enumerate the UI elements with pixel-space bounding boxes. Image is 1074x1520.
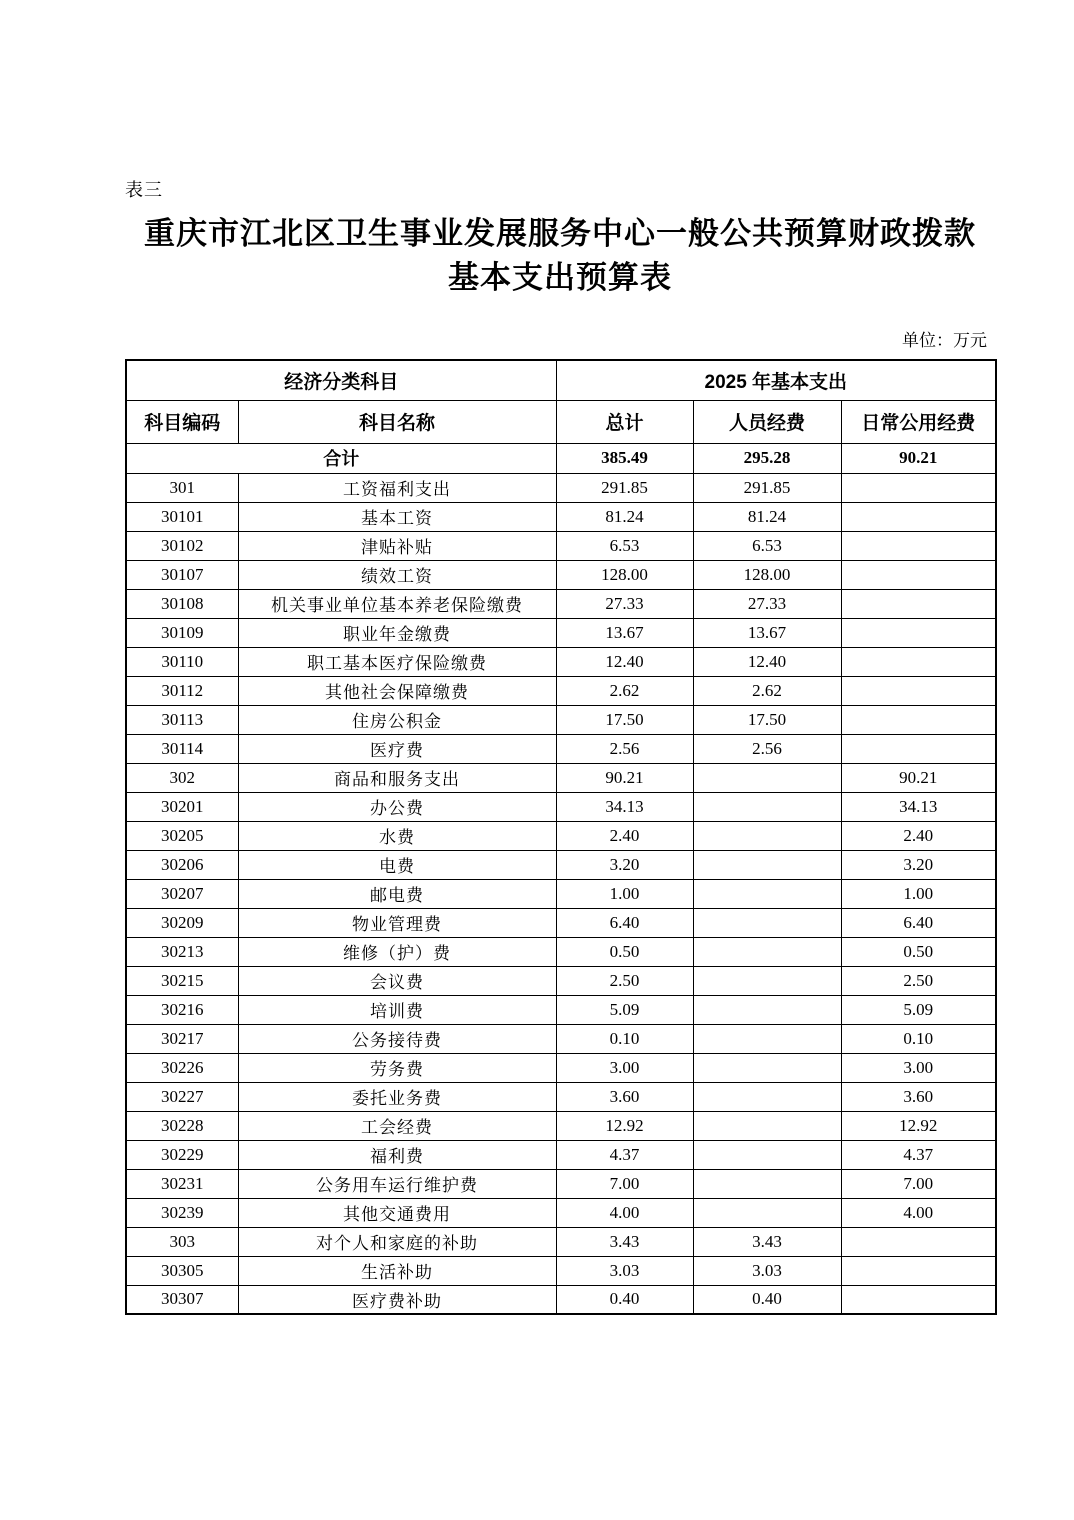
subject-name-cell: 物业管理费 [238, 908, 556, 937]
total-value-cell: 90.21 [556, 763, 693, 792]
subject-code-cell: 30215 [126, 966, 238, 995]
table-row [126, 473, 996, 502]
subject-code-cell: 30229 [126, 1140, 238, 1169]
subject-name-cell: 福利费 [238, 1140, 556, 1169]
public-value-cell: 7.00 [841, 1169, 996, 1198]
table-row [126, 1227, 996, 1256]
subject-code-cell: 30307 [126, 1285, 238, 1314]
budget-table [125, 359, 997, 1315]
total-value-cell: 13.67 [556, 618, 693, 647]
personnel-value-cell: 6.53 [693, 531, 841, 560]
subject-code-cell: 302 [126, 763, 238, 792]
header-subject-name: 科目名称 [238, 400, 556, 443]
personnel-value-cell [693, 1140, 841, 1169]
personnel-value-cell [693, 879, 841, 908]
subject-name-cell: 机关事业单位基本养老保险缴费 [238, 589, 556, 618]
personnel-value-cell [693, 1169, 841, 1198]
document-title [125, 212, 995, 300]
total-value-cell: 0.40 [556, 1285, 693, 1314]
total-value-cell: 128.00 [556, 560, 693, 589]
table-row [126, 1169, 996, 1198]
table-row [126, 1198, 996, 1227]
table-row [126, 1140, 996, 1169]
personnel-value-cell: 0.40 [693, 1285, 841, 1314]
subject-code-cell: 30107 [126, 560, 238, 589]
public-value-cell [841, 589, 996, 618]
table-row [126, 589, 996, 618]
public-value-cell: 34.13 [841, 792, 996, 821]
subject-code-cell: 30305 [126, 1256, 238, 1285]
table-row [126, 821, 996, 850]
personnel-value-cell: 291.85 [693, 473, 841, 502]
public-value-cell: 4.37 [841, 1140, 996, 1169]
public-value-cell: 3.60 [841, 1082, 996, 1111]
personnel-value-cell [693, 821, 841, 850]
subject-name-cell: 培训费 [238, 995, 556, 1024]
public-value-cell [841, 1285, 996, 1314]
subject-name-cell: 水费 [238, 821, 556, 850]
personnel-value-cell: 17.50 [693, 705, 841, 734]
subject-name-cell: 对个人和家庭的补助 [238, 1227, 556, 1256]
table-row [126, 792, 996, 821]
subject-code-cell: 30110 [126, 647, 238, 676]
public-value-cell: 3.20 [841, 850, 996, 879]
unit-note: 单位：万元 [902, 331, 987, 350]
subject-code-cell: 30108 [126, 589, 238, 618]
total-value-cell: 3.20 [556, 850, 693, 879]
subject-name-cell: 公务用车运行维护费 [238, 1169, 556, 1198]
subject-code-cell: 30213 [126, 937, 238, 966]
table-row [126, 705, 996, 734]
subject-name-cell: 工资福利支出 [238, 473, 556, 502]
header-total: 总计 [556, 400, 693, 443]
total-value-cell: 0.10 [556, 1024, 693, 1053]
total-value-cell: 12.40 [556, 647, 693, 676]
total-value-cell: 6.53 [556, 531, 693, 560]
total-value-cell: 291.85 [556, 473, 693, 502]
table-row [126, 618, 996, 647]
subject-name-cell: 公务接待费 [238, 1024, 556, 1053]
subject-code-cell: 30206 [126, 850, 238, 879]
subject-code-cell: 30216 [126, 995, 238, 1024]
subject-code-cell: 30239 [126, 1198, 238, 1227]
subject-name-cell: 邮电费 [238, 879, 556, 908]
subject-name-cell: 津贴补贴 [238, 531, 556, 560]
personnel-value-cell [693, 763, 841, 792]
personnel-value-cell: 3.43 [693, 1227, 841, 1256]
table-number-label: 表三 [125, 180, 163, 200]
table-row [126, 879, 996, 908]
subject-name-cell: 维修（护）费 [238, 937, 556, 966]
subject-code-cell: 30231 [126, 1169, 238, 1198]
subject-name-cell: 医疗费补助 [238, 1285, 556, 1314]
subject-name-cell: 其他交通费用 [238, 1198, 556, 1227]
total-value-cell: 3.43 [556, 1227, 693, 1256]
public-value-cell [841, 676, 996, 705]
table-row [126, 1256, 996, 1285]
total-value-cell: 12.92 [556, 1111, 693, 1140]
public-value-cell: 5.09 [841, 995, 996, 1024]
personnel-value-cell [693, 995, 841, 1024]
subject-name-cell: 住房公积金 [238, 705, 556, 734]
document-title-line1: 重庆市江北区卫生事业发展服务中心一般公共预算财政拨款 [144, 216, 976, 251]
total-value-cell: 2.50 [556, 966, 693, 995]
total-value-cell: 6.40 [556, 908, 693, 937]
personnel-value-cell [693, 1082, 841, 1111]
public-value-cell [841, 473, 996, 502]
personnel-value-cell: 13.67 [693, 618, 841, 647]
public-value-cell: 12.92 [841, 1111, 996, 1140]
subject-code-cell: 301 [126, 473, 238, 502]
total-value-cell: 3.03 [556, 1256, 693, 1285]
total-value-cell: 1.00 [556, 879, 693, 908]
document-title-line2: 基本支出预算表 [448, 260, 672, 295]
table-row [126, 676, 996, 705]
header-personnel-expense: 人员经费 [693, 400, 841, 443]
subject-code-cell: 30227 [126, 1082, 238, 1111]
table-row [126, 502, 996, 531]
personnel-value-cell [693, 1198, 841, 1227]
total-value-cell: 81.24 [556, 502, 693, 531]
subject-name-cell: 委托业务费 [238, 1082, 556, 1111]
public-value-cell: 2.40 [841, 821, 996, 850]
table-row [126, 966, 996, 995]
table-row [126, 763, 996, 792]
subject-code-cell: 30114 [126, 734, 238, 763]
total-row [126, 443, 996, 473]
personnel-value-cell [693, 792, 841, 821]
personnel-value-cell: 27.33 [693, 589, 841, 618]
subject-name-cell: 基本工资 [238, 502, 556, 531]
subject-code-cell: 30226 [126, 1053, 238, 1082]
total-value-cell: 17.50 [556, 705, 693, 734]
subject-code-cell: 30201 [126, 792, 238, 821]
subject-code-cell: 30102 [126, 531, 238, 560]
subject-code-cell: 30209 [126, 908, 238, 937]
subject-name-cell: 劳务费 [238, 1053, 556, 1082]
total-value-cell: 2.62 [556, 676, 693, 705]
total-value-cell: 7.00 [556, 1169, 693, 1198]
table-row [126, 1111, 996, 1140]
subject-name-cell: 职工基本医疗保险缴费 [238, 647, 556, 676]
public-value-cell [841, 502, 996, 531]
subject-code-cell: 303 [126, 1227, 238, 1256]
subject-name-cell: 其他社会保障缴费 [238, 676, 556, 705]
subject-name-cell: 职业年金缴费 [238, 618, 556, 647]
total-value-cell: 4.00 [556, 1198, 693, 1227]
public-value-cell [841, 1256, 996, 1285]
total-value-cell: 2.40 [556, 821, 693, 850]
personnel-value-cell: 12.40 [693, 647, 841, 676]
table-row [126, 1082, 996, 1111]
header-2025-basic-expenditure: 2025 年基本支出 [556, 360, 996, 400]
table-row [126, 531, 996, 560]
total-value-cell: 2.56 [556, 734, 693, 763]
personnel-value-cell: 128.00 [693, 560, 841, 589]
personnel-value-cell [693, 908, 841, 937]
personnel-value-cell: 2.56 [693, 734, 841, 763]
total-row-label: 合计 [126, 443, 556, 473]
subject-code-cell: 30113 [126, 705, 238, 734]
total-value-cell: 3.00 [556, 1053, 693, 1082]
personnel-value-cell [693, 850, 841, 879]
subject-code-cell: 30205 [126, 821, 238, 850]
table-row [126, 1285, 996, 1314]
public-value-cell: 0.50 [841, 937, 996, 966]
subject-code-cell: 30101 [126, 502, 238, 531]
subject-name-cell: 生活补助 [238, 1256, 556, 1285]
public-value-cell [841, 531, 996, 560]
subject-name-cell: 电费 [238, 850, 556, 879]
table-row [126, 1024, 996, 1053]
table-row [126, 1053, 996, 1082]
public-value-cell: 90.21 [841, 763, 996, 792]
table-row [126, 734, 996, 763]
subject-name-cell: 绩效工资 [238, 560, 556, 589]
total-value-cell: 3.60 [556, 1082, 693, 1111]
table-row [126, 647, 996, 676]
public-value-cell [841, 1227, 996, 1256]
table-row [126, 908, 996, 937]
subject-code-cell: 30112 [126, 676, 238, 705]
table-header-column-row [126, 400, 996, 443]
total-value-cell: 4.37 [556, 1140, 693, 1169]
subject-code-cell: 30228 [126, 1111, 238, 1140]
personnel-value-cell [693, 966, 841, 995]
total-row-public: 90.21 [841, 443, 996, 473]
subject-name-cell: 办公费 [238, 792, 556, 821]
header-economic-classification: 经济分类科目 [126, 360, 556, 400]
public-value-cell [841, 618, 996, 647]
personnel-value-cell: 2.62 [693, 676, 841, 705]
personnel-value-cell [693, 1111, 841, 1140]
total-value-cell: 27.33 [556, 589, 693, 618]
subject-name-cell: 医疗费 [238, 734, 556, 763]
table-row [126, 937, 996, 966]
public-value-cell: 2.50 [841, 966, 996, 995]
public-value-cell: 4.00 [841, 1198, 996, 1227]
subject-code-cell: 30207 [126, 879, 238, 908]
public-value-cell: 6.40 [841, 908, 996, 937]
subject-name-cell: 会议费 [238, 966, 556, 995]
table-row [126, 850, 996, 879]
public-value-cell [841, 705, 996, 734]
subject-name-cell: 商品和服务支出 [238, 763, 556, 792]
public-value-cell: 0.10 [841, 1024, 996, 1053]
public-value-cell [841, 647, 996, 676]
total-value-cell: 0.50 [556, 937, 693, 966]
personnel-value-cell: 3.03 [693, 1256, 841, 1285]
header-daily-public-expense: 日常公用经费 [841, 400, 996, 443]
public-value-cell [841, 560, 996, 589]
table-row [126, 995, 996, 1024]
personnel-value-cell [693, 1053, 841, 1082]
total-value-cell: 34.13 [556, 792, 693, 821]
public-value-cell [841, 734, 996, 763]
header-subject-code: 科目编码 [126, 400, 238, 443]
total-row-personnel: 295.28 [693, 443, 841, 473]
document-content [125, 0, 995, 1315]
subject-code-cell: 30217 [126, 1024, 238, 1053]
public-value-cell: 3.00 [841, 1053, 996, 1082]
subject-code-cell: 30109 [126, 618, 238, 647]
subject-name-cell: 工会经费 [238, 1111, 556, 1140]
total-row-total: 385.49 [556, 443, 693, 473]
public-value-cell: 1.00 [841, 879, 996, 908]
table-header-group-row [126, 360, 996, 400]
personnel-value-cell [693, 1024, 841, 1053]
personnel-value-cell: 81.24 [693, 502, 841, 531]
table-row [126, 560, 996, 589]
personnel-value-cell [693, 937, 841, 966]
total-value-cell: 5.09 [556, 995, 693, 1024]
